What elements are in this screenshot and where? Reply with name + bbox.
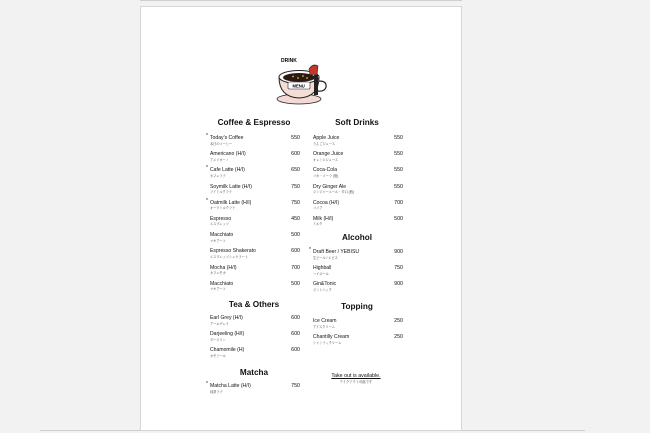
- menu-item: [208, 281, 300, 297]
- takeout-note: [311, 373, 401, 385]
- menu-item: [311, 318, 403, 334]
- item-price: 250: [394, 318, 403, 324]
- recommend-mark: *: [206, 133, 208, 139]
- topping-section: [311, 301, 403, 350]
- item-price: 750: [291, 383, 300, 389]
- item-name-jp: アイスクリーム: [313, 324, 335, 329]
- item-name-jp: カフェラテ: [210, 173, 226, 178]
- soft-drinks-section: [311, 117, 403, 232]
- menu-item: [311, 281, 403, 297]
- item-price: 750: [394, 265, 403, 272]
- menu-item: [208, 265, 300, 281]
- item-name: Milk (H/I): [313, 215, 334, 222]
- item-name: Chamomile (H): [210, 347, 245, 354]
- item-name-jp: 本日のコーヒー: [210, 141, 233, 146]
- item-price: 550: [394, 151, 403, 158]
- item-name: Macchiato: [210, 232, 234, 239]
- menu-item: [208, 232, 300, 248]
- item-name: Ice Cream: [313, 318, 337, 324]
- item-name-jp: 生ビール / エビス: [313, 255, 338, 260]
- menu-item: [311, 200, 403, 216]
- menu-item: [311, 216, 403, 232]
- item-name-jp: マキアート: [210, 287, 226, 292]
- menu-item: [311, 184, 403, 200]
- tea-section: [208, 299, 300, 364]
- item-price: 700: [394, 199, 403, 206]
- recommend-mark: *: [206, 165, 208, 172]
- item-name: Orange Juice: [313, 151, 344, 158]
- item-price: 250: [394, 334, 403, 341]
- item-name-jp: エスプレッソシェケラート: [210, 254, 249, 259]
- item-name-jp: コカ・コーラ (瓶): [313, 173, 339, 178]
- item-name: Today's Coffee: [210, 135, 244, 141]
- item-name: Oatmilk Latte (H/I): [210, 199, 252, 206]
- takeout-text: Take out is available.: [331, 373, 381, 379]
- menu-item: [208, 331, 300, 347]
- item-name: Mocha (H/I): [210, 264, 237, 271]
- item-name: Cocoa (H/I): [313, 199, 340, 206]
- item-price: 650: [291, 167, 300, 174]
- takeout-text-jp: テイクアウト可能です: [339, 380, 373, 384]
- item-name-jp: オレンジジュース: [313, 157, 339, 162]
- recommend-mark: *: [206, 381, 208, 387]
- logo-top-text: DRINK: [281, 58, 297, 64]
- menu-item: [311, 265, 403, 281]
- item-name: Coca-Cola: [313, 167, 338, 174]
- menu-item: [311, 334, 403, 350]
- menu-item: [208, 315, 300, 331]
- item-name: Americano (H/I): [210, 151, 246, 158]
- recommend-mark: *: [206, 197, 208, 204]
- item-price: 550: [291, 135, 300, 141]
- item-name: Earl Grey (H/I): [210, 315, 243, 321]
- item-name-jp: ダージリン: [210, 337, 226, 342]
- item-price: 750: [291, 183, 300, 190]
- page-top-edge: [140, 0, 462, 1]
- coffee-section: [208, 117, 300, 297]
- section-title: Alcohol: [341, 233, 373, 242]
- item-price: 600: [291, 347, 300, 354]
- item-name-jp: ジントニック: [313, 287, 332, 292]
- menu-item: [311, 249, 403, 265]
- item-name: Espresso: [210, 215, 232, 222]
- logo-cup-text: MENU: [292, 83, 305, 89]
- section-title: Matcha: [239, 368, 269, 377]
- item-price: 550: [394, 183, 403, 190]
- item-name: Highball: [313, 265, 332, 272]
- item-name-jp: アールグレイ: [210, 321, 229, 326]
- menu-page: [140, 6, 462, 431]
- item-name-jp: カモミール: [210, 353, 226, 358]
- item-name-jp: アメリカーノ: [210, 157, 229, 162]
- recommend-mark: *: [309, 247, 311, 253]
- menu-item: [208, 248, 300, 264]
- menu-item: [208, 216, 300, 232]
- item-name-jp: ミルク: [313, 222, 323, 227]
- item-price: 700: [291, 264, 300, 271]
- item-name-jp: シャンティクリーム: [313, 340, 342, 345]
- item-name: Macchiato: [210, 280, 234, 287]
- section-title: Coffee & Espresso: [217, 118, 291, 127]
- item-price: 450: [291, 215, 300, 222]
- menu-item: [208, 347, 300, 363]
- item-name-jp: エスプレッソ: [210, 222, 229, 227]
- section-title: Topping: [341, 302, 373, 311]
- menu-item: [311, 135, 403, 151]
- item-price: 600: [291, 151, 300, 158]
- section-title: Soft Drinks: [335, 118, 379, 127]
- item-name: Espresso Shakerato: [210, 248, 256, 255]
- item-name-jp: ソイミルクラテ: [210, 190, 233, 195]
- menu-item: [208, 167, 300, 183]
- menu-item: [208, 135, 300, 151]
- item-name-jp: 抹茶ラテ: [210, 389, 223, 394]
- item-name: Chantilly Cream: [313, 334, 350, 341]
- item-price: 500: [291, 280, 300, 287]
- menu-item: [208, 184, 300, 200]
- item-price: 500: [291, 232, 300, 239]
- item-price: 550: [394, 167, 403, 174]
- item-name: Matcha Latte (H/I): [210, 383, 251, 389]
- item-name-jp: カフェモカ: [210, 271, 226, 275]
- item-price: 600: [291, 315, 300, 321]
- item-name-jp: オーツミルクラテ: [210, 206, 236, 211]
- menu-item: [208, 151, 300, 167]
- menu-item: [208, 383, 300, 399]
- item-price: 550: [394, 135, 403, 141]
- alcohol-section: [311, 232, 403, 298]
- item-price: 750: [291, 199, 300, 206]
- item-name: Draft Beer / YEBISU: [313, 249, 360, 255]
- item-price: 900: [394, 249, 403, 255]
- coffee-cup-logo: [269, 51, 329, 107]
- item-name: Cafe Latte (H/I): [210, 167, 245, 174]
- item-name-jp: ジンジャーエール・辛口 (瓶): [313, 190, 354, 195]
- item-name-jp: ハイボール: [313, 271, 329, 276]
- item-name: Darjeeling (H/I): [210, 331, 245, 338]
- matcha-section: [208, 367, 300, 399]
- item-name: Apple Juice: [313, 135, 340, 141]
- item-price: 500: [394, 215, 403, 222]
- item-name: Soymilk Latte (H/I): [210, 183, 252, 190]
- menu-item: [206, 197, 300, 216]
- menu-item: [311, 167, 403, 183]
- item-name: Dry Ginger Ale: [313, 183, 347, 190]
- section-title: Tea & Others: [228, 300, 280, 309]
- item-name-jp: ココア: [313, 206, 323, 211]
- menu-item: [311, 151, 403, 167]
- item-name-jp: りんごジュース: [313, 141, 336, 146]
- item-price: 600: [291, 248, 300, 255]
- item-price: 600: [291, 331, 300, 338]
- item-name-jp: マキアート: [210, 238, 226, 243]
- item-name: Gin&Tonic: [313, 281, 337, 288]
- item-price: 900: [394, 281, 403, 288]
